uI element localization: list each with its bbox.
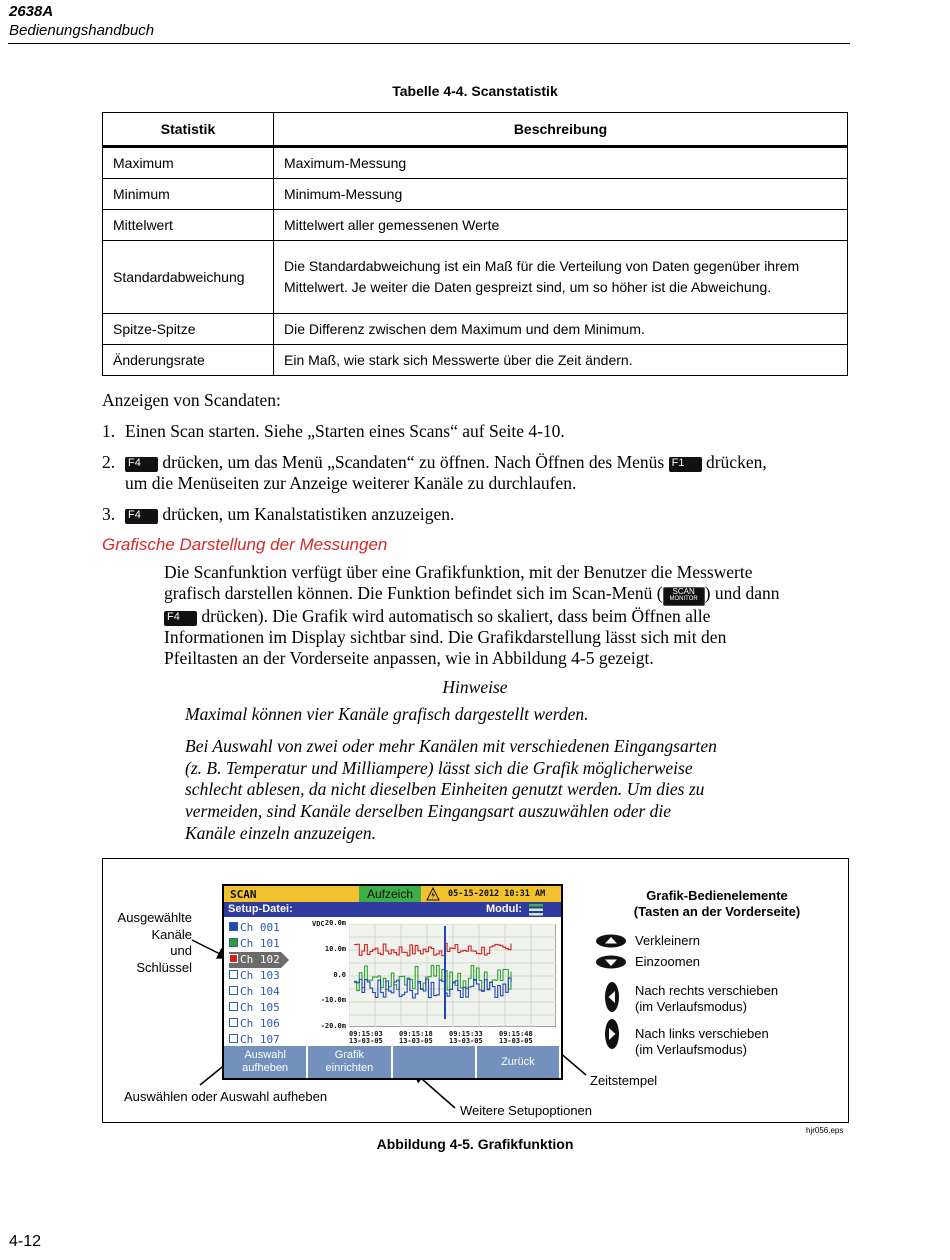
- channel-list: [229, 920, 295, 1048]
- figure-file-label: hjr056.eps: [806, 1126, 844, 1135]
- unit-label: VDC: [312, 920, 325, 928]
- channel-label: Ch 102: [240, 953, 280, 966]
- x-tick-label: 09:15:03 13-03-05: [349, 1030, 383, 1045]
- step-number: 3.: [102, 504, 116, 524]
- column-header-description: Beschreibung: [274, 113, 848, 147]
- callout-select: Auswählen oder Auswahl aufheben: [124, 1089, 328, 1104]
- desc-cell: Die Differenz zwischen dem Maximum und dem Minimum.: [274, 314, 848, 345]
- callout-channels: Ausgewählte Kanäle und Schlüssel: [117, 910, 192, 975]
- step-2-text-a: drücken, um das Menü „Scandaten“ zu öffnen. Nach Öffnen des Menüs: [158, 452, 669, 472]
- warning-icon: [426, 887, 440, 901]
- channel-label: Ch 105: [240, 1001, 280, 1014]
- channel-checkbox[interactable]: [229, 1002, 238, 1011]
- control-icons: [595, 930, 629, 1052]
- step-number: 1.: [102, 421, 116, 441]
- softkey-bar: [224, 1046, 561, 1078]
- desc-cell: Die Standardabweichung ist ein Maß für die Verteilung von Daten gegenüber ihrem Mittelwert. Je weiter die Daten gespreizt sind, um so höher ist die Abweichung.: [274, 241, 848, 314]
- screen-datetime: 05-15-2012 10:31 AM: [448, 889, 546, 899]
- intro-text: Anzeigen von Scandaten:: [102, 390, 281, 410]
- left-arrow-icon: [605, 982, 619, 1012]
- table-caption: Tabelle 4-4. Scanstatistik: [392, 83, 558, 99]
- channel-label: Ch 106: [240, 1017, 280, 1030]
- f4-key-icon: F4: [125, 457, 158, 472]
- y-tick-label: -10.0m: [320, 996, 346, 1005]
- page-number: 4-12: [9, 1233, 42, 1250]
- para-line-4: Informationen im Display sichtbar sind. Die Grafikdarstellung lässt sich mit den: [164, 627, 727, 647]
- step-2-text-c: um die Menüseiten zur Anzeige weiterer Kanäle zu durchlaufen.: [125, 473, 577, 493]
- modul-label: Modul:: [486, 903, 523, 915]
- para-line-3: drücken). Die Grafik wird automatisch so skaliert, dass beim Öffnen alle: [197, 606, 711, 626]
- channel-item[interactable]: [229, 952, 281, 968]
- para-line-2a: grafisch darstellen können. Die Funktion befindet sich im Scan-Menü (: [164, 583, 663, 603]
- y-tick-label: 20.0m: [324, 919, 346, 927]
- channel-checkbox[interactable]: [229, 938, 238, 947]
- document-subtitle: Bedienungshandbuch: [9, 22, 155, 39]
- f4-key-icon: F4: [164, 611, 197, 626]
- control-pan-right: Nach rechts verschieben (im Verlaufsmodus): [635, 983, 779, 1014]
- channel-item[interactable]: [229, 968, 295, 984]
- channel-checkbox[interactable]: [229, 1018, 238, 1027]
- y-tick-label: 0.0: [333, 970, 346, 979]
- note-1: Maximal können vier Kanäle grafisch dargestellt werden.: [185, 704, 589, 724]
- channel-item[interactable]: [229, 1016, 295, 1032]
- softkey-button[interactable]: Auswahl aufheben: [224, 1046, 307, 1078]
- y-tick-label: 10.0m: [324, 944, 346, 953]
- desc-cell: Ein Maß, wie stark sich Messwerte über die Zeit ändern.: [274, 345, 848, 376]
- controls-title: Grafik-Bedienelemente (Tasten an der Vorderseite): [633, 888, 801, 919]
- desc-cell: Maximum-Messung: [274, 147, 848, 179]
- channel-item[interactable]: [229, 920, 295, 936]
- step-3-text: drücken, um Kanalstatistiken anzuzeigen.: [158, 504, 455, 524]
- notes-title: Hinweise: [442, 677, 508, 697]
- channel-item[interactable]: [229, 984, 295, 1000]
- channel-label: Ch 101: [240, 937, 280, 950]
- stat-cell: Spitze-Spitze: [103, 314, 274, 345]
- channel-label: Ch 001: [240, 921, 280, 934]
- desc-cell: Mittelwert aller gemessenen Werte: [274, 210, 848, 241]
- control-zoom-out: Verkleinern: [635, 933, 701, 948]
- channel-checkbox[interactable]: [229, 1034, 238, 1043]
- x-tick-label: 09:15:48 13-03-05: [499, 1030, 533, 1045]
- channel-checkbox[interactable]: [229, 970, 238, 979]
- step-2-text-b: drücken,: [701, 452, 767, 472]
- control-zoom-in: Einzoomen: [635, 954, 701, 969]
- selection-pointer-icon: [281, 952, 289, 968]
- softkey-button[interactable]: Zurück: [477, 1046, 560, 1078]
- y-tick-label: -20.0m: [320, 1022, 346, 1030]
- channel-label: Ch 107: [240, 1033, 280, 1046]
- control-pan-left: Nach links verschieben (im Verlaufsmodus): [635, 1026, 769, 1057]
- softkey-button[interactable]: Grafik einrichten: [308, 1046, 391, 1078]
- channel-checkbox[interactable]: [229, 922, 238, 931]
- step-1-text: Einen Scan starten. Siehe „Starten eines Scans“ auf Seite 4-10.: [125, 421, 565, 441]
- module-status-icon: [529, 904, 543, 916]
- channel-checkbox[interactable]: [229, 954, 238, 963]
- screen-setup-bar: [224, 902, 561, 917]
- section-heading: Grafische Darstellung der Messungen: [102, 535, 388, 554]
- down-arrow-icon: [596, 956, 626, 969]
- stat-cell: Maximum: [103, 147, 274, 179]
- x-tick-label: 09:15:33 13-03-05: [449, 1030, 483, 1045]
- stat-cell: Mittelwert: [103, 210, 274, 241]
- channel-checkbox[interactable]: [229, 986, 238, 995]
- stat-cell: Minimum: [103, 179, 274, 210]
- instrument-screen: [222, 884, 563, 1080]
- right-arrow-icon: [605, 1019, 619, 1049]
- screen-mode: SCAN: [230, 888, 257, 901]
- setup-file-label: Setup-Datei:: [228, 903, 293, 915]
- step-number: 2.: [102, 452, 116, 472]
- screen-status: Aufzeich: [366, 887, 414, 901]
- channel-label: Ch 103: [240, 969, 280, 982]
- note-2: Bei Auswahl von zwei oder mehr Kanälen mit verschiedenen Eingangsarten (z. B. Temperatur und Milliampere) lässt sich die Grafik möglicherweise schlecht ablesen, da nicht dieselben Einheiten genutzt werden. Um dies zu vermeiden, sind Kanäle derselben Eingangsart auszuwählen oder die Kanäle einzeln anzuzeigen.: [185, 736, 717, 843]
- graph-plot-area: [349, 924, 556, 1027]
- desc-cell: Minimum-Messung: [274, 179, 848, 210]
- figure-caption: Abbildung 4-5. Grafikfunktion: [376, 1136, 574, 1152]
- channel-label: Ch 104: [240, 985, 280, 998]
- stat-cell: Standardabweichung: [103, 241, 274, 314]
- up-arrow-icon: [596, 935, 626, 948]
- screen-header-bar: [224, 886, 561, 902]
- para-line-2b: ) und dann: [704, 583, 780, 603]
- f4-key-icon: F4: [125, 509, 158, 524]
- f1-key-icon: F1: [669, 457, 702, 472]
- softkey-button[interactable]: [393, 1046, 476, 1078]
- callout-setup: Weitere Setupoptionen: [460, 1103, 593, 1118]
- stat-cell: Änderungsrate: [103, 345, 274, 376]
- para-line-1: Die Scanfunktion verfügt über eine Grafikfunktion, mit der Benutzer die Messwerte: [164, 562, 753, 582]
- callout-timestamp: Zeitstempel: [590, 1073, 658, 1088]
- scan-monitor-key-icon: SCAN MONITOR: [663, 587, 705, 606]
- para-line-5: Pfeiltasten an der Vorderseite anpassen, wie in Abbildung 4-5 gezeigt.: [164, 648, 654, 668]
- channel-item[interactable]: [229, 1000, 295, 1016]
- document-model: 2638A: [9, 3, 54, 20]
- column-header-statistic: Statistik: [103, 113, 274, 147]
- channel-item[interactable]: [229, 936, 295, 952]
- x-tick-label: 09:15:18 13-03-05: [399, 1030, 433, 1045]
